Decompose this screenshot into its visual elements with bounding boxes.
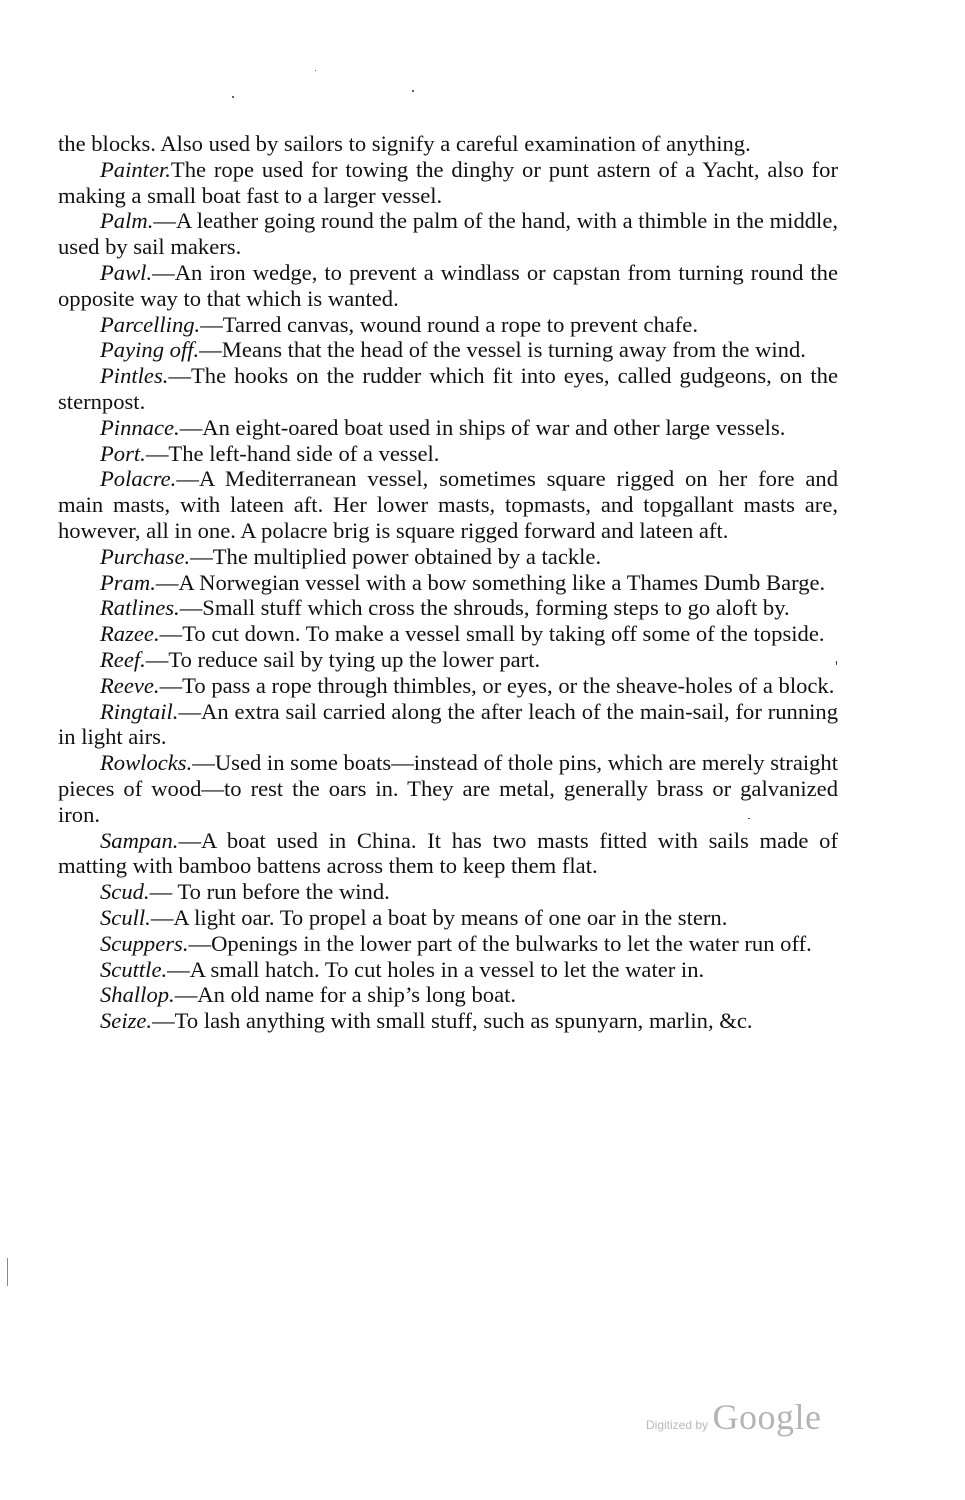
- continuation-paragraph: the blocks. Also used by sailors to signify a careful examination of anything.: [58, 131, 751, 156]
- glossary-entry-port: [58, 441, 838, 467]
- glossary-entry-painter: [58, 157, 838, 209]
- glossary-entry-scuppers: [58, 931, 838, 957]
- glossary-entry-shallop: [58, 982, 838, 1008]
- entry-term: Pintles.: [100, 363, 169, 389]
- entry-definition: —Tarred canvas, wound round a rope to prevent chafe.: [200, 311, 698, 337]
- entry-term: Shallop.: [100, 982, 175, 1008]
- entry-term: Pawl.: [100, 259, 153, 285]
- entry-term: Ratlines.: [100, 595, 180, 621]
- entry-term: Scuttle.: [100, 956, 168, 982]
- glossary-entry-sampan: [58, 828, 838, 880]
- glossary-entry-parcelling: [58, 312, 838, 338]
- entry-definition: —Used in some boats—instead of thole pins, which are merely straight pieces of wood—to rest the oars in. They are metal, generally brass or galvanized iron.: [58, 750, 838, 827]
- entry-term: Scuppers.: [100, 930, 189, 956]
- glossary-entry-purchase: [58, 544, 838, 570]
- entry-definition: —A Norwegian vessel with a bow something like a Thames Dumb Barge.: [155, 569, 826, 595]
- entry-term: Scud.: [100, 879, 150, 905]
- entry-term: Reeve.: [100, 672, 160, 698]
- entry-term: Purchase.: [100, 543, 191, 569]
- entry-definition: —An old name for a ship’s long boat.: [174, 982, 517, 1008]
- scan-speck: [412, 90, 414, 92]
- entry-term: Razee.: [100, 621, 160, 647]
- glossary-entry-rowlocks: [58, 750, 838, 827]
- entry-definition: —Means that the head of the vessel is turning away from the wind.: [199, 337, 806, 363]
- scan-speck: [315, 70, 316, 71]
- glossary-entry-pintles: [58, 363, 838, 415]
- entry-term: Port.: [100, 440, 146, 466]
- entry-definition: —Openings in the lower part of the bulwarks to let the water run off.: [188, 930, 812, 956]
- entry-term: Scull.: [100, 904, 151, 930]
- entry-definition: —A Mediterranean vessel, sometimes square rigged on her fore and main masts, with lateen aft. Her lower masts, topmasts, and topgallant masts are, however, all in one. A polacre brig is square rigged forward and lateen aft.: [58, 466, 838, 543]
- glossary-entry-pinnace: [58, 415, 838, 441]
- entry-definition: —An extra sail carried along the after leach of the main-sail, for running in light airs.: [58, 698, 838, 750]
- entry-definition: —A light oar. To propel a boat by means of one oar in the stern.: [150, 904, 728, 930]
- entry-term: Paying off.: [100, 337, 200, 363]
- entry-definition: —A small hatch. To cut holes in a vessel to let the water in.: [167, 956, 705, 982]
- glossary-entry-paying-off: [58, 337, 838, 363]
- entry-definition: —An eight-oared boat used in ships of war and other large vessels.: [179, 414, 786, 440]
- glossary-entry-reef: [58, 647, 838, 673]
- entry-definition: —To pass a rope through thimbles, or eyes, or the sheave-holes of a block.: [159, 672, 835, 698]
- entry-term: Palm.: [100, 208, 154, 234]
- scan-speck: [232, 96, 234, 98]
- entry-term: Parcelling.: [100, 311, 201, 337]
- glossary-entry-razee: [58, 621, 838, 647]
- margin-mark: [7, 1258, 8, 1286]
- glossary-entry-reeve: [58, 673, 838, 699]
- entry-term: Seize.: [100, 1008, 153, 1034]
- entry-term: Ringtail.: [100, 698, 179, 724]
- watermark-prefix: Digitized by: [646, 1418, 709, 1432]
- entry-definition: —The left-hand side of a vessel.: [145, 440, 440, 466]
- entry-definition: —To cut down. To make a vessel small by taking off some of the topside.: [159, 621, 825, 647]
- entry-definition: —An iron wedge, to prevent a windlass or capstan from turning round the opposite way to that which is wanted.: [58, 259, 838, 311]
- glossary-entry-pawl: [58, 260, 838, 312]
- glossary-entry-palm: [58, 208, 838, 260]
- entry-term: Pinnace.: [100, 414, 180, 440]
- entry-definition: —The hooks on the rudder which fit into eyes, called gudgeons, on the sternpost.: [58, 363, 838, 414]
- glossary-entry-scuttle: [58, 957, 838, 983]
- entry-definition: The rope used for towing the dinghy or punt astern of a Yacht, also for making a small boat fast to a larger vessel.: [58, 156, 838, 208]
- glossary-entry-scud: [58, 879, 838, 905]
- glossary-entry-ringtail: [58, 699, 838, 751]
- glossary-entry-pram: [58, 570, 838, 596]
- entry-definition: —A leather going round the palm of the hand, with a thimble in the middle, used by sail makers.: [58, 208, 838, 260]
- entry-definition: —A boat used in China. It has two masts fitted with sails made of matting with bamboo battens across them to keep them flat.: [58, 827, 838, 879]
- entry-definition: —To lash anything with small stuff, such as spunyarn, marlin, &c.: [152, 1008, 753, 1034]
- google-logo-text: Google: [712, 1397, 822, 1437]
- entry-definition: —Small stuff which cross the shrouds, forming steps to go aloft by.: [179, 595, 790, 621]
- glossary-entry-ratlines: [58, 595, 838, 621]
- entry-term: Reef.: [100, 646, 146, 672]
- entry-term: Polacre.: [100, 466, 177, 492]
- entry-term: Sampan.: [100, 827, 179, 853]
- glossary-entry-seize: [58, 1008, 838, 1034]
- entry-definition: —To reduce sail by tying up the lower part.: [145, 646, 541, 672]
- entry-definition: —The multiplied power obtained by a tackle.: [190, 543, 602, 569]
- glossary-entry-scull: [58, 905, 838, 931]
- glossary-text: [58, 131, 838, 1034]
- entry-definition: — To run before the wind.: [149, 879, 390, 905]
- digitized-by-google-watermark: [646, 1396, 821, 1438]
- glossary-entry-polacre: [58, 466, 838, 543]
- entry-term: Rowlocks.: [100, 750, 193, 776]
- entry-term: Painter.: [100, 156, 171, 182]
- entry-term: Pram.: [100, 569, 156, 595]
